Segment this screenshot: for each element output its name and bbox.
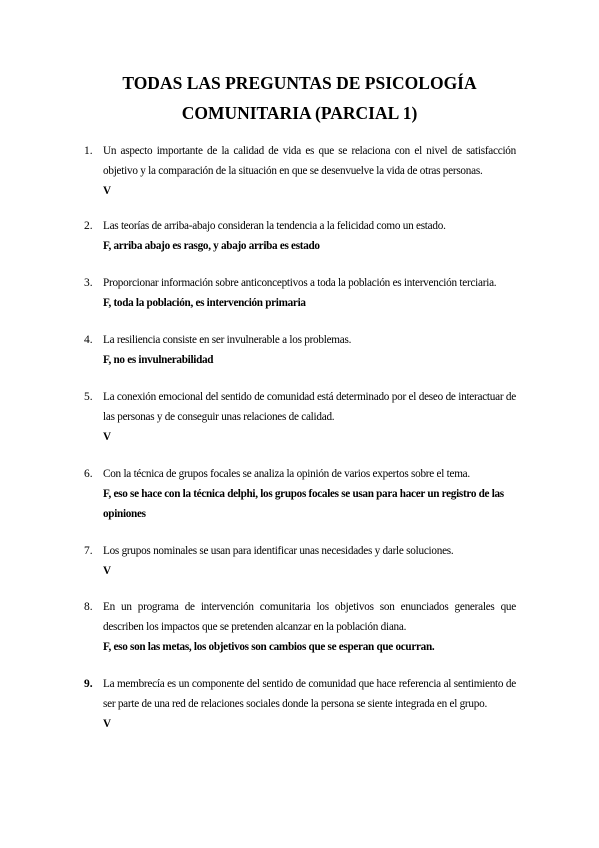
question-number: 6. (84, 468, 93, 480)
question-number: 8. (84, 601, 93, 613)
question-number: 1. (84, 145, 93, 157)
question-text: Proporcionar información sobre anticonceptivos a toda la población es intervención terciaria. (103, 277, 497, 289)
question-number: 5. (84, 391, 93, 403)
question-number: 3. (84, 277, 93, 289)
question-text: En un programa de intervención comunitaria los objetivos son enunciados generales que describen los impactos que se pretenden alcanzar en la población diana. (103, 601, 516, 633)
question-text: Las teorías de arriba-abajo consideran la tendencia a la felicidad como un estado. (103, 220, 446, 232)
question-body (103, 541, 516, 581)
question-answer: V (103, 565, 111, 577)
question-answer: F, eso son las metas, los objetivos son cambios que se esperan que ocurran. (103, 641, 435, 653)
question-answer: F, arriba abajo es rasgo, y abajo arriba es estado (103, 240, 320, 252)
question-number: 7. (84, 545, 93, 557)
question-answer: V (103, 431, 111, 443)
question-body (103, 141, 516, 201)
question-text: Con la técnica de grupos focales se analiza la opinión de varios expertos sobre el tema. (103, 468, 470, 480)
document-title-line-1: TODAS LAS PREGUNTAS DE PSICOLOGÍA (122, 73, 477, 93)
question-answer: V (103, 185, 111, 197)
question-text: La resiliencia consiste en ser invulnerable a los problemas. (103, 334, 352, 346)
question-body (103, 597, 516, 657)
question-answer: V (103, 718, 111, 730)
question-number: 2. (84, 220, 93, 232)
question-answer: F, no es invulnerabilidad (103, 354, 214, 366)
question-answer: F, eso se hace con la técnica delphi, los grupos focales se usan para hacer un registro de las opiniones (103, 488, 504, 520)
question-body (103, 216, 516, 256)
document-title-line-2: COMUNITARIA (PARCIAL 1) (181, 103, 418, 123)
question-body (103, 464, 516, 524)
question-body (103, 674, 516, 734)
question-text: Los grupos nominales se usan para identificar unas necesidades y darle soluciones. (103, 545, 454, 557)
question-text: La conexión emocional del sentido de comunidad está determinado por el deseo de interactuar de las personas y de conseguir unas relaciones de calidad. (103, 391, 516, 423)
question-body (103, 387, 516, 447)
question-number: 4. (84, 334, 93, 346)
question-body (103, 330, 516, 370)
question-answer: F, toda la población, es intervención primaria (103, 297, 306, 309)
question-body (103, 273, 516, 313)
question-number: 9. (84, 678, 93, 690)
question-text: Un aspecto importante de la calidad de vida es que se relaciona con el nivel de satisfacción objetivo y la comparación de la situación en que se desenvuelve la vida de otras personas. (103, 145, 516, 177)
question-text: La membrecía es un componente del sentido de comunidad que hace referencia al sentimiento de ser parte de una red de relaciones sociales donde la persona se siente integrada en el grupo. (103, 678, 516, 710)
